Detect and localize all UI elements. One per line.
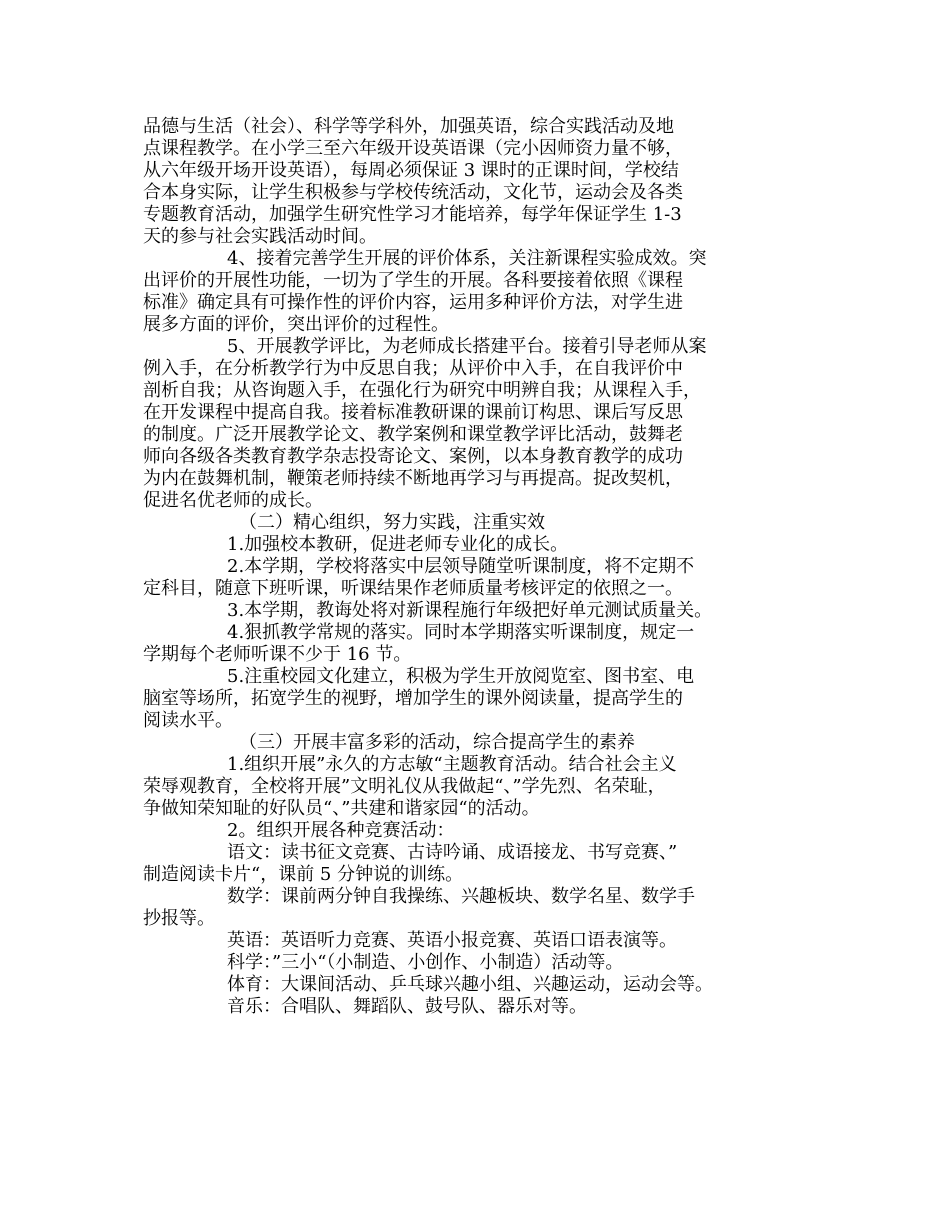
text-line: 5、开展教学评比，为老师成长搭建平台。接着引导老师从案 (227, 336, 707, 357)
text-line: 阅读水平。 (143, 710, 233, 731)
text-line: 体育：大课间活动、乒乓球兴趣小组、兴趣运动，运动会等。 (227, 974, 713, 995)
text-line: 脑室等场所，拓宽学生的视野，增加学生的课外阅读量，提高学生的 (143, 688, 683, 709)
text-line: 荣辱观教育，全校将开展”文明礼仪从我做起“、”学先烈、名荣耻， (143, 776, 666, 797)
text-line: 3.本学期，教诲处将对新课程施行年级把好单元测试质量关。 (227, 600, 713, 621)
text-line: 展多方面的评价，突出评价的过程性。 (143, 314, 449, 335)
document-body (143, 116, 815, 1018)
text-line: 2。组织开展各种竞赛活动： (227, 820, 455, 841)
text-line: 在开发课程中提高自我。接着标准教研课的课前订构思、课后写反思 (143, 402, 683, 423)
text-line: 定科目，随意下班听课，听课结果作老师质量考核评定的依照之一。 (143, 578, 683, 599)
text-line: 促进名优老师的成长。 (143, 490, 323, 511)
text-line: 1.加强校本教研，促进老师专业化的成长。 (227, 534, 569, 555)
text-line: 品德与生活（社会）、科学等学科外，加强英语，综合实践活动及地 (143, 116, 674, 137)
text-line: 师向各级各类教育教学杂志投寄论文、案例，以本身教育教学的成功 (143, 446, 683, 467)
text-line: 英语：英语听力竞赛、英语小报竞赛、英语口语表演等。 (227, 930, 677, 951)
text-line: 合本身实际，让学生积极参与学校传统活动，文化节，运动会及各类 (143, 182, 683, 203)
text-line: 语文：读书征文竞赛、古诗吟诵、成语接龙、书写竞赛、” (227, 842, 678, 863)
text-line: 的制度。广泛开展教学论文、教学案例和课堂教学评比活动，鼓舞老 (143, 424, 683, 445)
text-line: 标准》确定具有可操作性的评价内容，运用多种评价方法，对学生进 (143, 292, 683, 313)
text-line: 音乐：合唱队、舞蹈队、鼓号队、器乐对等。 (227, 996, 587, 1017)
text-line: 出评价的开展性功能，一切为了学生的开展。各科要接着依照《课程 (143, 270, 683, 291)
text-line: 例入手，在分析教学行为中反思自我；从评价中入手，在自我评价中 (143, 358, 683, 379)
text-line: 数学：课前两分钟自我操练、兴趣板块、数学名星、数学手 (227, 886, 695, 907)
text-line: 科学：”三小“（小制造、小创作、小制造）活动等。 (227, 952, 624, 973)
text-line: 争做知荣知耻的好队员“、”共建和谐家园“的活动。 (143, 798, 540, 819)
text-line: 学期每个老师听课不少于 16 节。 (143, 644, 412, 665)
text-line: 2.本学期，学校将落实中层领导随堂听课制度，将不定期不 (227, 556, 695, 577)
text-line: 从六年级开场开设英语），每周必须保证 3 课时的正课时间，学校结 (143, 160, 679, 181)
text-line: 剖析自我；从咨询题入手，在强化行为研究中明辨自我；从课程入手， (143, 380, 701, 401)
text-line: 1.组织开展”永久的方志敏“主题教育活动。结合社会主义 (227, 754, 677, 775)
text-line: 抄报等。 (143, 908, 215, 929)
text-line: 4.狠抓教学常规的落实。同时本学期落实听课制度，规定一 (227, 622, 695, 643)
text-line: 制造阅读卡片“，课前 5 分钟说的训练。 (143, 864, 464, 885)
text-line: 天的参与社会实践活动时间。 (143, 226, 377, 247)
text-line: 点课程教学。在小学三至六年级开设英语课（完小因师资力量不够， (143, 138, 683, 159)
text-line: 4、接着完善学生开展的评价体系，关注新课程实验成效。突 (227, 248, 707, 269)
text-line: 为内在鼓舞机制，鞭策老师持续不断地再学习与再提高。捉改契机， (143, 468, 683, 489)
text-line: （二）精心组织，努力实践，注重实效 (239, 512, 545, 533)
text-line: 专题教育活动，加强学生研究性学习才能培养，每学年保证学生 1-3 (143, 204, 682, 225)
text-line: 5.注重校园文化建立，积极为学生开放阅览室、图书室、电 (227, 666, 695, 687)
text-line: （三）开展丰富多彩的活动，综合提高学生的素养 (239, 732, 635, 753)
